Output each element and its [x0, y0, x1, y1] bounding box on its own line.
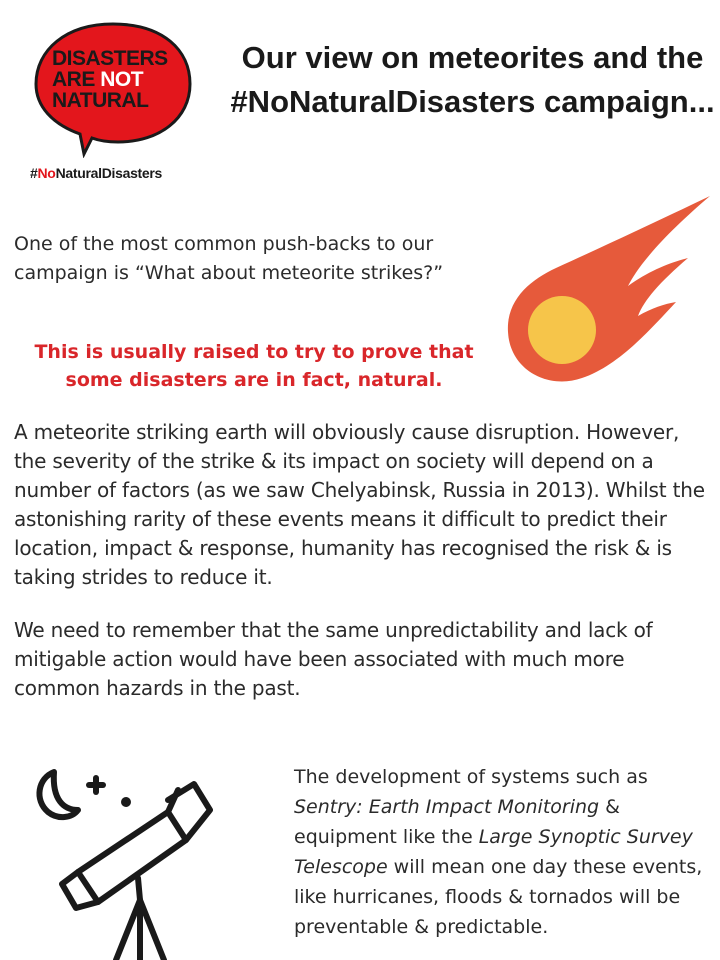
campaign-logo — [28, 18, 198, 188]
paragraph-meteorite-disruption: A meteorite striking earth will obviously cause disruption. However, the severity of the strike & its impact on society will depend on a number of factors (as we saw Chelyabinsk, Russia in 2013). Whilst the astonishing rarity of these events means it difficult to predict their location, impact & response, humanity has recognised the risk & is taking strides to reduce it. — [14, 420, 705, 589]
logo-text-disasters: DISASTERS — [52, 47, 168, 70]
logo-text-not: NOT — [100, 68, 144, 91]
hashtag-no: No — [37, 165, 56, 181]
development-text — [294, 762, 714, 942]
logo-text-natural: NATURAL — [52, 89, 149, 112]
development-text-part1: The development of systems such as — [294, 766, 648, 788]
meteor-icon — [500, 190, 715, 400]
hashtag-rest: NaturalDisasters — [55, 165, 163, 181]
development-text-part3: will mean one day these events, like hurricanes, floods & tornados will be preventable & predictable. — [294, 856, 703, 938]
paragraph-unpredictability: We need to remember that the same unpredictability and lack of mitigable action would have been associated with much more common hazards in the past. — [14, 618, 653, 700]
intro-text: One of the most common push-backs to our campaign is “What about meteorite strikes?” — [14, 233, 444, 284]
lsst-telescope-name: Large Synoptic Survey Telescope — [294, 826, 693, 878]
page-title: Our view on meteorites and the #NoNaturalDisasters campaign... — [230, 40, 715, 119]
logo-text-are-not — [52, 69, 143, 90]
sentry-system-name: Sentry: Earth Impact Monitoring — [294, 796, 600, 818]
highlight-text: This is usually raised to try to prove that some disasters are in fact, natural. — [34, 341, 474, 391]
development-text-part2: & equipment like the — [294, 796, 620, 848]
telescope-icon — [18, 760, 218, 960]
logo-hashtag — [30, 165, 162, 181]
hashtag-symbol: # — [30, 165, 38, 181]
logo-text-are: ARE — [52, 68, 95, 91]
